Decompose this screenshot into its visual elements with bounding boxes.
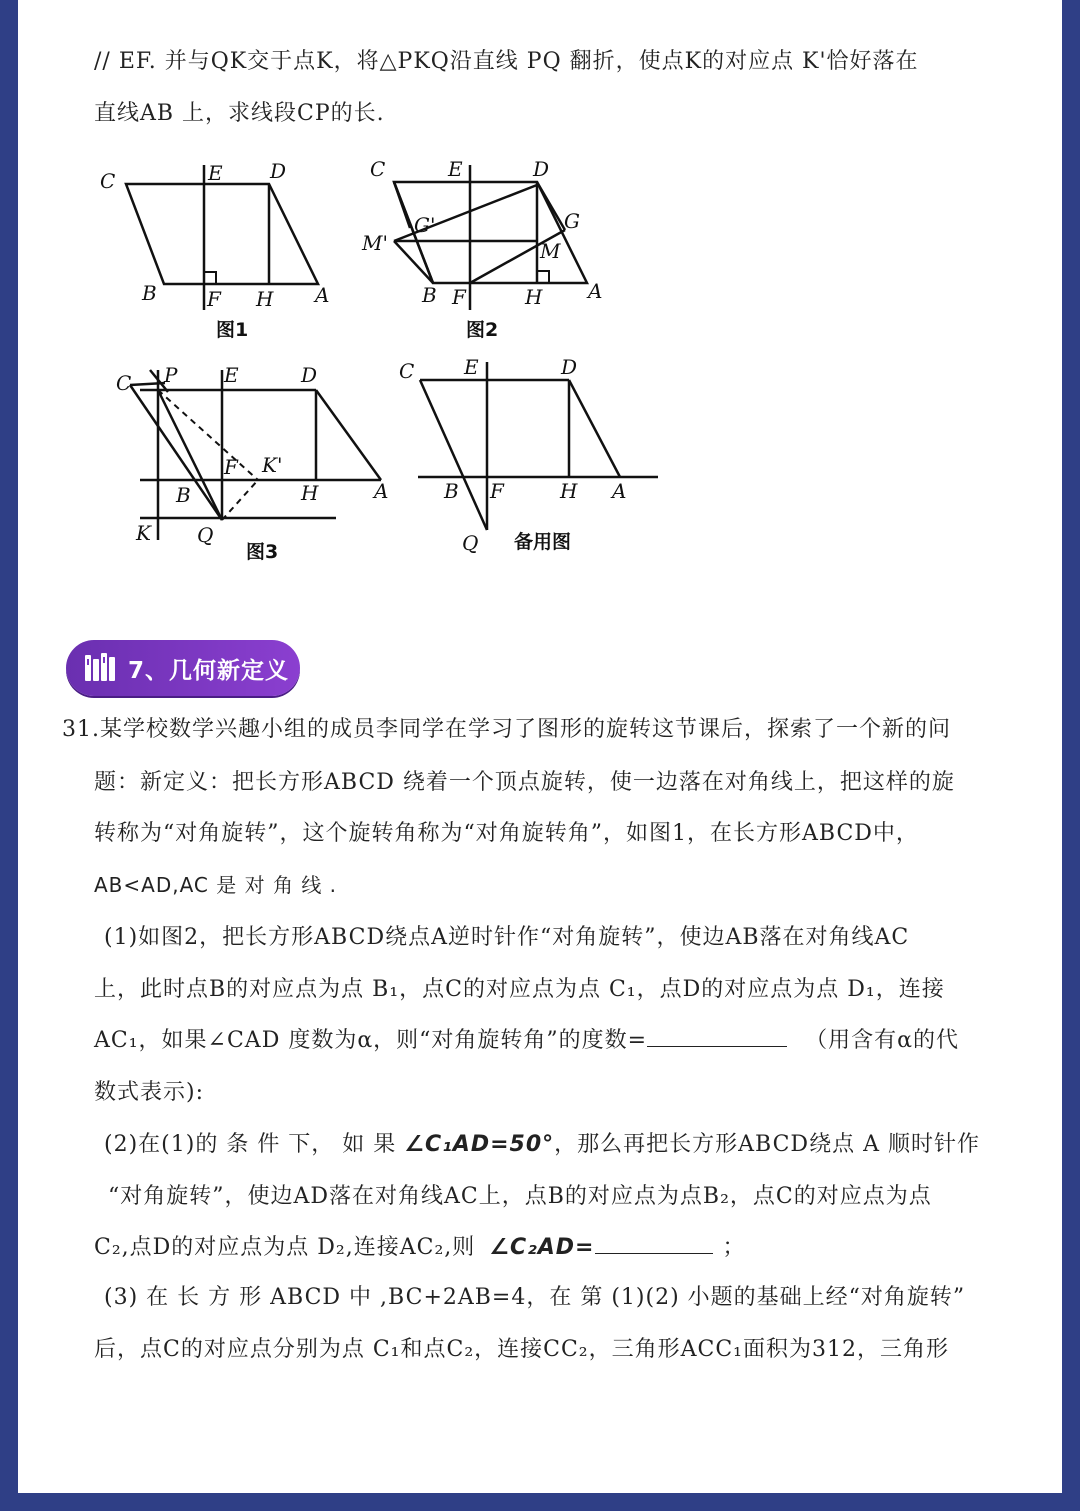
- label: E: [464, 355, 479, 379]
- label: F: [207, 287, 221, 311]
- label: B: [444, 479, 459, 503]
- label: M': [362, 231, 388, 255]
- label: B: [422, 283, 437, 307]
- label: H: [301, 481, 319, 505]
- label: G': [414, 213, 436, 237]
- semicolon: ；: [722, 1235, 746, 1260]
- label: D: [301, 363, 318, 387]
- q31-part2-text: (2)在(1)的 条 件 下， 如 果: [104, 1132, 397, 1157]
- label: A: [612, 479, 627, 503]
- label: C: [399, 359, 415, 383]
- label: F: [452, 285, 466, 309]
- label: C: [116, 371, 132, 395]
- label: H: [560, 479, 578, 503]
- section-badge: [66, 640, 300, 696]
- label: B: [176, 483, 191, 507]
- angle-expression-2: ∠C₂AD=: [489, 1235, 595, 1260]
- angle-expression: ∠C₁AD=50°: [404, 1132, 555, 1157]
- figure-caption: 图3: [246, 541, 279, 563]
- figure-3: [130, 370, 381, 540]
- label: A: [588, 279, 603, 303]
- label: E: [208, 161, 223, 185]
- label: C: [370, 157, 386, 181]
- label: F: [224, 455, 238, 479]
- figure-caption: 备用图: [514, 531, 572, 553]
- answer-blank-1[interactable]: [647, 1026, 787, 1047]
- figure-caption: 图1: [216, 319, 249, 341]
- q31-part1-line-2: 上，此时点B的对应点为点 B₁，点C的对应点为点 C₁，点D的对应点为点 D₁，连接: [94, 977, 945, 1002]
- label: Q: [462, 531, 479, 555]
- label: B: [142, 281, 157, 305]
- label: D: [270, 159, 287, 183]
- label: C: [100, 169, 116, 193]
- q31-line-2: 题：新定义：把长方形ABCD 绕着一个顶点旋转，使一边落在对角线上，把这样的旋: [94, 770, 955, 795]
- q31-line-1: 31.某学校数学兴趣小组的成员李同学在学习了图形的旋转这节课后，探索了一个新的问: [62, 717, 951, 742]
- q31-part1-text: AC₁，如果∠CAD 度数为α，则“对角旋转角”的度数=: [94, 1028, 648, 1053]
- q31-part1-note: （用含有α的代: [805, 1028, 959, 1053]
- q31-part1-line-1: (1)如图2，把长方形ABCD绕点A逆时针作“对角旋转”，使边AB落在对角线AC: [104, 925, 910, 950]
- label: D: [533, 157, 550, 181]
- geometry-figures: [0, 0, 1080, 620]
- q31-part3-line-1: (3) 在 长 方 形 ABCD 中 ,BC+2AB=4，在 第 (1)(2) 小题的基础上经“对角旋转”: [104, 1285, 966, 1310]
- label: P: [164, 363, 178, 387]
- books-icon: [84, 652, 118, 682]
- label: D: [561, 355, 578, 379]
- q31-part1-line-4: 数式表示):: [94, 1080, 204, 1105]
- q31-part2-text-cont: ，那么再把长方形ABCD绕点 A 顺时针作: [554, 1132, 980, 1157]
- label: E: [224, 363, 239, 387]
- intro-line-1: // EF. 并与QK交于点K，将△PKQ沿直线 PQ 翻折，使点K的对应点 K'恰好落在: [94, 49, 919, 74]
- label: M: [540, 239, 561, 263]
- label: K': [262, 453, 283, 477]
- q31-part3-line-2: 后，点C的对应点分别为点 C₁和点C₂，连接CC₂，三角形ACC₁面积为312，三角形: [94, 1337, 949, 1362]
- label: F: [490, 479, 504, 503]
- q31-part2-text-end: C₂,点D的对应点为点 D₂,连接AC₂,则: [94, 1235, 476, 1260]
- q31-part1-line-3: [94, 1023, 959, 1054]
- label: K: [136, 521, 151, 545]
- q31-part2-line-2: “对角旋转”，使边AD落在对角线AC上，点B的对应点为点B₂，点C的对应点为点: [108, 1184, 932, 1209]
- q31-line-4: AB<AD,AC 是 对 角 线 .: [94, 873, 338, 897]
- answer-blank-2[interactable]: [595, 1233, 713, 1254]
- q31-part2-line-3: [94, 1230, 746, 1261]
- q31-part2-line-1: [104, 1127, 980, 1158]
- q31-line-3: 转称为“对角旋转”，这个旋转角称为“对角旋转角”，如图1，在长方形ABCD中，: [94, 821, 919, 846]
- label: A: [315, 283, 330, 307]
- intro-line-2: 直线AB 上，求线段CP的长.: [94, 101, 385, 126]
- figure-4: [418, 362, 658, 530]
- label: E: [448, 157, 463, 181]
- section-title: 7、几何新定义: [128, 658, 290, 684]
- label: Q: [197, 523, 214, 547]
- label: H: [525, 285, 543, 309]
- label: G: [564, 209, 580, 233]
- label: A: [374, 479, 389, 503]
- figure-caption: 图2: [466, 319, 499, 341]
- label: H: [256, 287, 274, 311]
